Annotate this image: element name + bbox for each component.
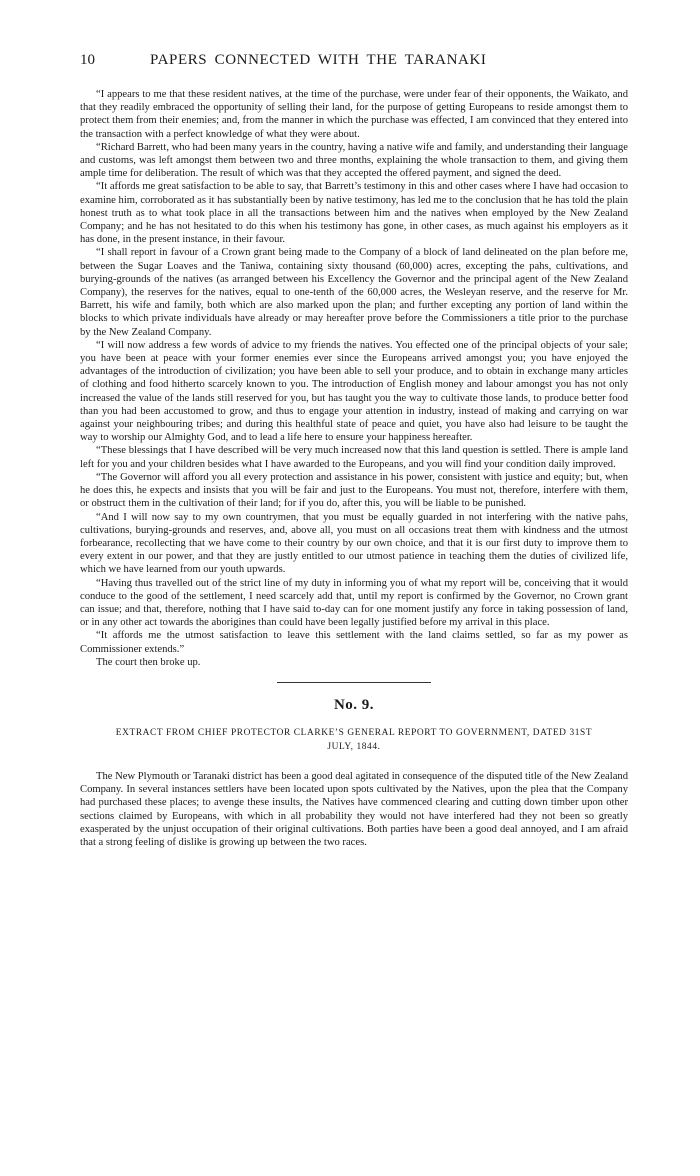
paragraph: “The Governor will afford you all every protection and assistance in his power, consistent with justice and equity; but, when he does this, he expects and insists that you will be fair and just to the Europeans. You must not, therefore, interfere with them, or obstruct them in the cultivation of their land; for if you do, after this, you will be liable to be punished. <box>80 471 628 510</box>
paragraph: “Richard Barrett, who had been many years in the country, having a native wife and family, and understanding their language and customs, was left amongst them between two and three months, explaining the whole transaction to them, and giving them ample time for deliberation. The result of which was that they accepted the offered payment, and signed the deed. <box>80 141 628 180</box>
paragraph: “I will now address a few words of advice to my friends the natives. You effected one of the principal objects of your sale; you have been at peace with your former enemies ever since the Europeans arrived amongst you; you have enjoyed the advantages of the introduction of civilization; you have been able to sell your produce, and to obtain in exchange many articles of clothing and food hitherto scarcely known to you. The introduction of English money and labour amongst you has not only increased the value of the lands still reserved for you, but has taught you the way to cultivate those lands, to produce better food than you had been accustomed to grow, and thus to engage your attention in industry, instead of making and carrying on war against your neighbouring tribes; and during this healthful state of peace and quiet, you have also had leisure to be taught the way to worship our Almighty God, and to lead a life here to ensure your happiness hereafter. <box>80 339 628 444</box>
paragraph: “Having thus travelled out of the strict line of my duty in informing you of what my report will be, conceiving that it would conduce to the good of the settlement, I need scarcely add that, until my report is confirmed by the Governor, no Crown grant can issue; and that, therefore, nothing that I have said to-day can for one moment justify any force in taking possession of land, or in any other act towards the aborigines than could have been legally justified before my arrival in this place. <box>80 577 628 629</box>
running-head <box>80 52 628 74</box>
section-number: No. 9. <box>333 696 375 713</box>
paragraph: “It affords me great satisfaction to be able to say, that Barrett’s testimony in this and other cases where I have had occasion to examine him, corroborated as it has substantially been by native testimony, has led me to the conclusion that he has told the plain honest truth as to what took place in all the transactions between him and the natives when employed by the New Zealand Company; and he has not hesitated to do this when his testimony has gone, in other cases, as much against his employers as it has done, in the present instance, in their favour. <box>80 181 628 246</box>
paragraph: “I shall report in favour of a Crown grant being made to the Company of a block of land delineated on the plan before me, between the Sugar Loaves and the Taniwa, containing sixty thousand (60,000) acres, excepting the pahs, cultivations, and burying-grounds of the natives (as arranged between his Excellency the Governor and the principal agent of the New Zealand Company), the reserves for the natives, equal to one-tenth of the 60,000 acres, the Wesleyan reserve, and the reserve for Mr. Barrett, his wife and family, both which are also marked upon the plan; and further excepting any portion of land within the blocks to which private individuals have already or may hereafter prove before the Commissioners a title prior to the purchase by the New Zealand Company. <box>80 247 628 338</box>
paragraph: “I appears to me that these resident natives, at the time of the purchase, were under fear of their opponents, the Waikato, and that they readily embraced the opportunity of selling their land, for the purpose of getting Europeans to reside amongst them to protect them from their enemies; and, from the manner in which the purchase was effected, I am convinced that they entered into the transaction with a perfect knowledge of what they were about. <box>80 89 628 140</box>
paragraph: “These blessings that I have described will be very much increased now that this land question is settled. There is ample land left for you and your children besides what I have awarded to the Europeans, and you will find your condition daily improved. <box>80 445 628 470</box>
paragraph: “And I will now say to my own countrymen, that you must be equally guarded in not interfering with the native pahs, cultivations, burying-grounds and reserves, and, above all, you must on all occasions treat them with kindness and the utmost forbearance, recollecting that we have come to their country by our own choice, and that it is our first duty to improve them to every extent in our power, and that they are justly entitled to our utmost patience in teaching them the duties of civilized life, which we have learned from our youth upwards. <box>80 511 628 576</box>
extract-heading-line: JULY, 1844. <box>327 741 381 752</box>
extract-heading <box>80 726 628 754</box>
extract-paragraph: The New Plymouth or Taranaki district has been a good deal agitated in consequence of the disputed title of the New Zealand Company. In several instances settlers have been located upon spots cultivated by the Natives, upon the plea that the Company had purchased these places; to avenge these insults, the Natives have commenced clearing and cutting down timber upon other sections claimed by Europeans, with which in all probability they would not have interfered had they not been so greatly exasperated by the unjust occupation of their original cultivations. Both parties have been a good deal annoyed, and I am afraid that a strong feeling of dislike is growing up between the two races. <box>80 770 628 848</box>
document-page <box>80 52 628 849</box>
paragraph: “It affords me the utmost satisfaction to leave this settlement with the land claims settled, so far as my power as Commissioner extends.” <box>80 630 628 655</box>
section-divider <box>277 682 431 683</box>
commissioner-address <box>80 88 628 669</box>
closing-line: The court then broke up. <box>96 656 201 668</box>
page-number: 10 <box>80 52 95 68</box>
extract-heading-line: EXTRACT FROM CHIEF PROTECTOR CLARKE’S GENERAL REPORT TO GOVERNMENT, DATED 31ST <box>115 727 593 738</box>
running-title: PAPERS CONNECTED WITH THE TARANAKI <box>150 52 487 68</box>
